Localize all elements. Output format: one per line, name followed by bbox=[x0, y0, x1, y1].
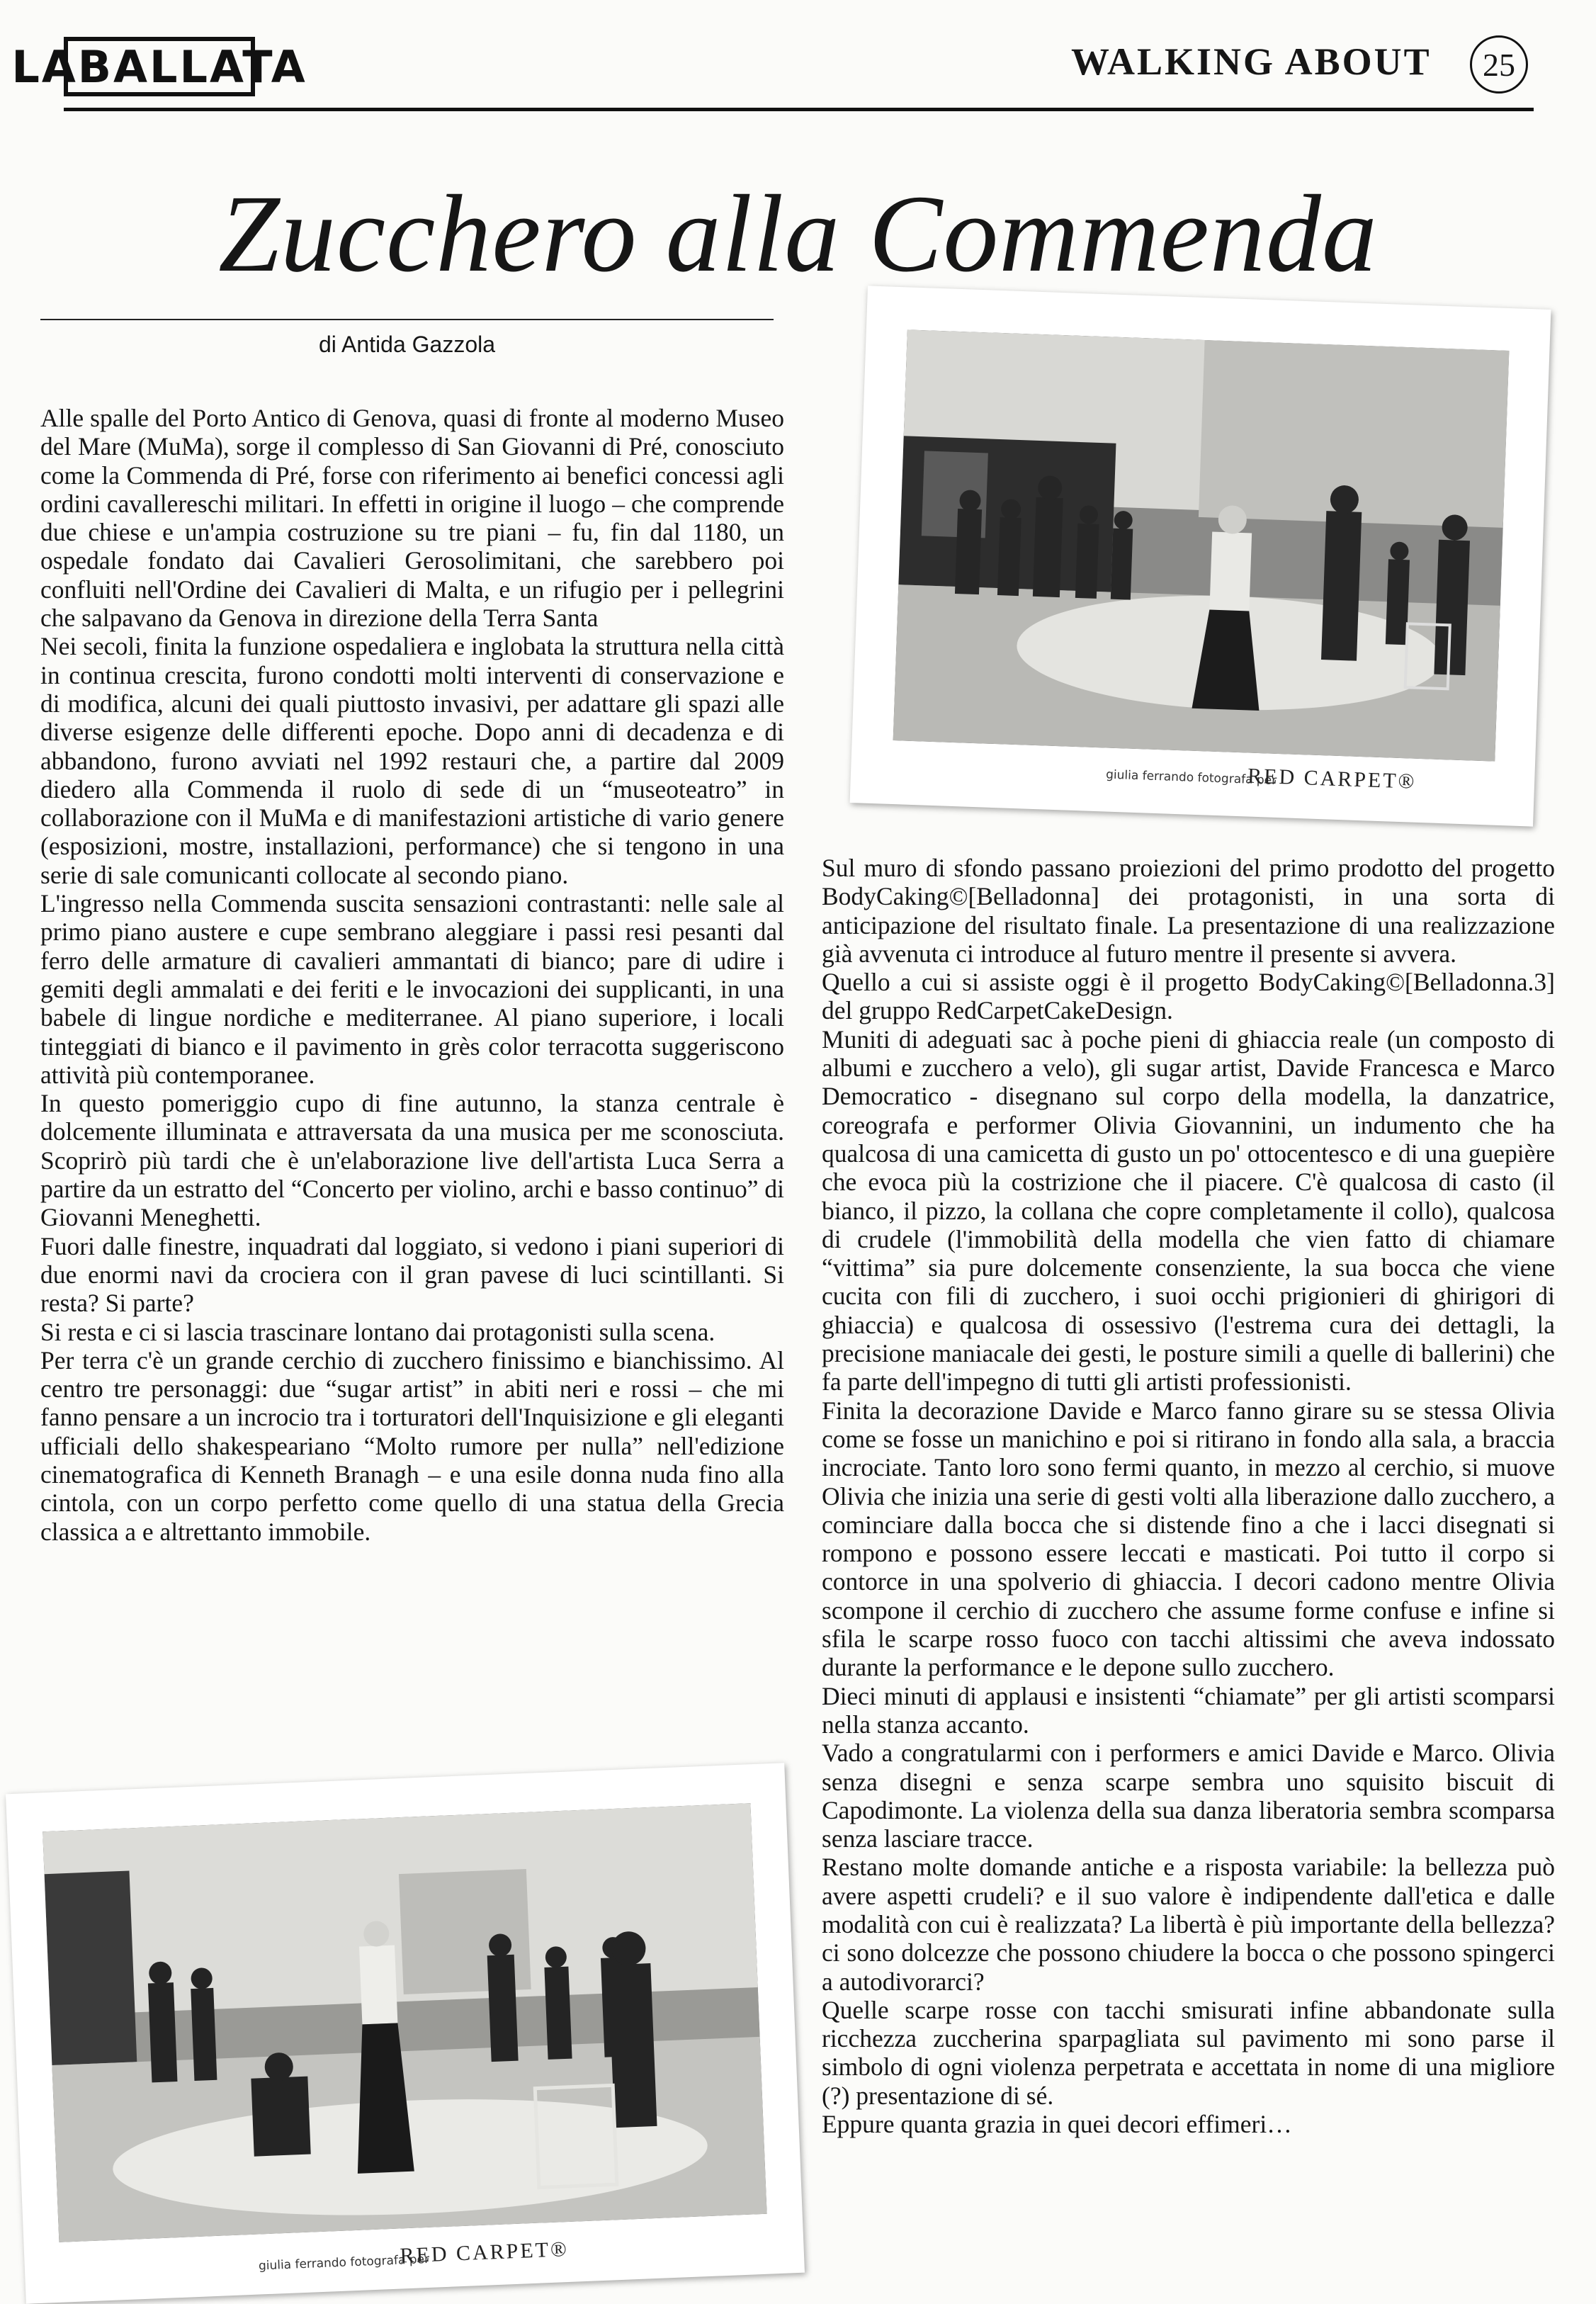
paragraph: Fuori dalle finestre, inquadrati dal loggiato, si vedono i piani superiori di due enormi navi da crociera con il gran pavese di luci scintillanti. Si resta? Si parte? bbox=[40, 1231, 784, 1318]
performance-photo-bottom bbox=[6, 1763, 805, 2304]
photo-credit: giulia ferrando fotografa per bbox=[1105, 767, 1277, 788]
paragraph: Alle spalle del Porto Antico di Genova, quasi di fronte al moderno Museo del Mare (MuMa), sorge il complesso di San Giovanni di Pré, conosciuto come la Commenda di Pré, forse con riferimento ai benefici concessi agli ordini cavallereschi militari. In effetti in origine il luogo – che comprende due chiese e un'ampia costruzione su tre piani – fu, fin dal 1180, un ospedale fondato dai Cavalieri Gerosolimitani, che sarebbero poi confluiti nell'Ordine dei Cavalieri di Malta, e un rifugio per i pellegrini che salpavano da Genova in direzione della Terra Santa bbox=[40, 404, 784, 633]
paragraph: Finita la decorazione Davide e Marco fanno girare su se stessa Olivia come se fosse un manichino e poi si ritirano in fondo alla sala, a braccia incrociate. Tanto loro sono fermi quanto, in mezzo al cerchio, si muove Olivia che inizia una serie di gesti volti alla liberazione dallo zucchero, a cominciare dalla bocca che si distende fino a che i lacci disegnati si rompono e possono essere leccati e masticati. Poi tutto il corpo si contorce in una spolverio di ghiaccia. I decori cadono mentre Olivia scompone il cerchio di zucchero che assume forme confuse e infine si sfila le scarpe rosso fuoco con tacchi altissimi che aveva indossato durante la performance e le depone sullo zucchero. bbox=[822, 1396, 1555, 1682]
paragraph: Nei secoli, finita la funzione ospedaliera e inglobata la struttura nella città in continua crescita, furono condotti molti interventi di conservazione e di modifica, alcuni dei quali piuttosto invasivi, per adattare gli spazi alle diverse esigenze delle differenti epoche. Dopo anni di decadenza e di abbandono, furono avviati nel 1992 restauri che, a partire dal 2009 diedero alla Commenda il ruolo di sede di un “museoteatro” in collaborazione con il MuMa e di manifestazioni artistiche di vario genere (esposizioni, mostre, installazioni, performance) che si tengono in una serie di sale comunicanti collocate al secondo piano. bbox=[40, 632, 784, 889]
paragraph: Restano molte domande antiche e a risposta variabile: la bellezza può avere aspetti crudeli? e il suo valore è indipendente dall'etica e dalle modalità con cui è realizzata? La libertà è più importante della bellezza? ci sono dolcezze che possono chiudere la bocca o che possono spingerci a autodivorarci? bbox=[822, 1853, 1555, 1996]
paragraph: L'ingresso nella Commenda suscita sensazioni contrastanti: nelle sale al primo piano austere e cupe sembrano aleggiare i passi resi pesanti dal ferro delle armature di cavalieri ammantati di bianco; pare di udire i gemiti degli ammalati e dei feriti e le invocazioni dei supplicanti, in una babele di lingue nordiche e mediterranee. Al piano superiore, i locali tinteggiati di bianco e il pavimento in grès color terracotta suggeriscono attività più contemporanee. bbox=[40, 889, 784, 1089]
brand-logo: RED CARPET® bbox=[1247, 764, 1417, 794]
page-number: 25 bbox=[1470, 35, 1528, 94]
masthead-logo: LABALLATA bbox=[64, 37, 255, 96]
paragraph: Quelle scarpe rosse con tacchi smisurati infine abbandonate sulla ricchezza zuccherina sparpagliata sul pavimento mi sono parse il simbolo di ogni violenza perpetrata e accettata in nome di una migliore (?) presentazione di sé. bbox=[822, 1995, 1555, 2110]
byline: di Antida Gazzola bbox=[318, 332, 496, 357]
paragraph: Eppure quanta grazia in quei decori effimeri… bbox=[822, 2110, 1292, 2139]
header-rule bbox=[64, 108, 1534, 111]
paragraph: In questo pomeriggio cupo di fine autunno, la stanza centrale è dolcemente illuminata e attraversata da una musica per me sconosciuta. Scoprirò più tardi che è un'elaborazione live dell'artista Luca Serra a partire da un estratto del “Concerto per violino, archi e basso continuo” di Giovanni Meneghetti. bbox=[40, 1089, 784, 1232]
brand-logo: RED CARPET® bbox=[399, 2237, 570, 2268]
paragraph: Sul muro di sfondo passano proiezioni del primo prodotto del progetto BodyCaking©[Belladonna] dei protagonisti, in una sorta di anticipazione del risultato finale. La presentazione di una realizzazione già avvenuta ci introduce al futuro mentre il presente si avvera. bbox=[822, 854, 1555, 968]
byline-rule bbox=[40, 319, 774, 320]
photo-credit: giulia ferrando fotografa per bbox=[258, 2252, 430, 2274]
paragraph: Si resta e ci si lascia trascinare lontano dai protagonisti sulla scena. bbox=[40, 1317, 715, 1346]
paragraph: Quello a cui si assiste oggi è il progetto BodyCaking©[Belladonna.3] del gruppo RedCarpetCakeDesign. bbox=[822, 968, 1555, 1025]
paragraph: Vado a congratularmi con i performers e amici Davide e Marco. Olivia senza disegni e senza scarpe sembra uno squisito biscuit di Capodimonte. La violenza della sua danza liberatoria sembra scomparsa senza lasciare tracce. bbox=[822, 1739, 1555, 1853]
paragraph: Dieci minuti di applausi e insistenti “chiamate” per gli artisti scomparsi nella stanza accanto. bbox=[822, 1681, 1555, 1739]
article-title: Zucchero alla Commenda bbox=[218, 172, 1378, 295]
photo-image bbox=[43, 1803, 766, 2242]
photo-image bbox=[893, 329, 1510, 761]
paragraph: Per terra c'è un grande cerchio di zucchero finissimo e bianchissimo. Al centro tre personaggi: due “sugar artist” in abiti neri e rossi – che mi fanno pensare a un incrocio tra i torturatori dell'Inquisizione e gli eleganti ufficiali dello shakespeariano “Molto rumore per nulla” nell'edizione cinematografica di Kenneth Branagh – e una esile donna nuda fino alla cintola, con un corpo perfetto come quello di una statua della Grecia classica a e altrettanto immobile. bbox=[40, 1345, 784, 1546]
paragraph: Muniti di adeguati sac à poche pieni di ghiaccia reale (un composto di albumi e zucchero a velo), gli sugar artist, Davide Francesca e Marco Democratico - disegnano sul corpo della modella, la danzatrice, coreografa e performer Olivia Giovannini, un indumento che ha qualcosa di una camicetta di gusto un po' ottocentesco e di una guepière che evoca più la costrizione che il piacere. C'è qualcosa di casto (il bianco, il pizzo, la collana che copre completamente il collo), qualcosa di crudele (l'immobilità della modella che vien fatto di chiamare “vittima” sia pure dolcemente consenziente, la sua bocca che viene cucita con fili di zucchero, i suoi occhi prigionieri di ghirigori di ghiaccia) e qualcosa di ossessivo (l'estrema cura dei dettagli, la precisione maniacale dei gesti, le posture simili a quelle di ballerini) che fa parte dell'impegno di tutti gli artisti professionisti. bbox=[822, 1024, 1555, 1396]
performance-photo-top bbox=[850, 286, 1551, 826]
right-column bbox=[822, 854, 1555, 2138]
section-label: WALKING ABOUT bbox=[1071, 40, 1432, 83]
left-column bbox=[40, 404, 784, 1546]
